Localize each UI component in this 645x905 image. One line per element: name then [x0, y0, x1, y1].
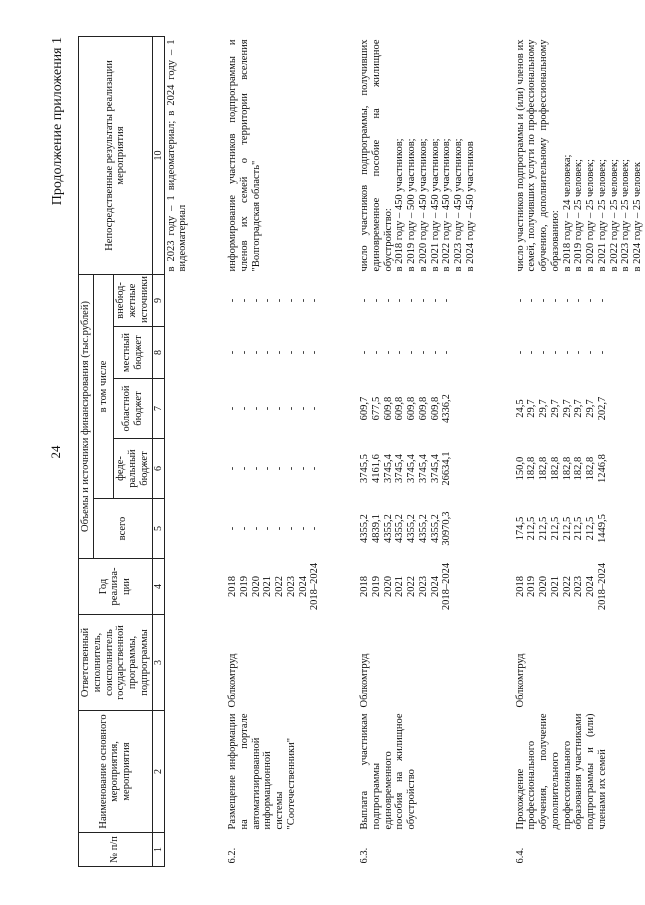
years-value: 2018: [514, 576, 526, 597]
activity-name: Выплата участникам подпрограммы единовременного пособия на жилищное обустройство: [359, 713, 418, 830]
total-column: [358, 499, 478, 559]
reg-column: [358, 379, 478, 439]
result-line: в 2024 году – 25 человек: [632, 161, 644, 272]
col-number: 3: [152, 615, 164, 711]
reg-value: 609,8: [394, 396, 406, 421]
fed-value: 3745,4: [429, 454, 441, 483]
extra-column: [514, 274, 645, 326]
continued-result-text: в 2023 году – 1 видеоматериал; в 2024 году – 1 видеоматериал: [165, 39, 189, 272]
extra-value: -: [274, 298, 286, 303]
result-line: в 2024 году – 450 участников: [464, 141, 476, 272]
fed-value: 182,8: [526, 456, 538, 481]
total-value: 4355,2: [359, 514, 371, 543]
executor: Облкомтруд: [227, 653, 239, 708]
row-number: 6.3.: [359, 847, 371, 864]
reg-value: -: [297, 406, 309, 411]
fed-value: -: [250, 466, 262, 471]
extra-value: -: [406, 298, 418, 303]
fed-value: -: [285, 466, 297, 471]
fed-column: [226, 439, 322, 499]
loc-value: -: [417, 350, 429, 355]
years-column: [514, 559, 645, 615]
years-column: [226, 559, 322, 615]
fed-value: 26634,1: [441, 451, 453, 486]
fed-value: -: [227, 466, 239, 471]
header-finance: Объемы и источники финансирования (тыс.рублей): [79, 274, 94, 558]
table-row: [514, 36, 645, 866]
result-text: [514, 36, 645, 274]
result-line: в 2020 году – 25 человек;: [585, 159, 597, 272]
years-column: [358, 559, 478, 615]
col-number: 5: [152, 499, 164, 559]
total-value: 212,5: [561, 516, 573, 541]
years-value: 2021: [394, 576, 406, 597]
extra-value: -: [573, 298, 585, 303]
extra-column: [358, 274, 478, 326]
total-value: -: [227, 526, 239, 531]
years-value: 2020: [538, 576, 550, 597]
col-number: 2: [152, 711, 164, 833]
continued-result-row: [164, 36, 190, 866]
reg-value: 609,8: [406, 396, 418, 421]
total-value: 30970,3: [441, 511, 453, 546]
loc-value: -: [441, 350, 453, 355]
total-column: [226, 499, 322, 559]
total-value: 4355,2: [382, 514, 394, 543]
total-column: [514, 499, 645, 559]
fed-value: 3745,4: [382, 454, 394, 483]
total-value: 4355,2: [394, 514, 406, 543]
row-number: 6.4.: [514, 847, 526, 864]
total-value: 212,5: [573, 516, 585, 541]
reg-value: 609,8: [429, 396, 441, 421]
fed-value: 4161,6: [370, 454, 382, 483]
loc-column: [358, 327, 478, 379]
program-table: [78, 36, 645, 867]
reg-value: 29,7: [526, 399, 538, 418]
years-value: 2023: [573, 576, 585, 597]
loc-value: -: [382, 350, 394, 355]
loc-value: -: [526, 350, 538, 355]
reg-value: -: [309, 406, 321, 411]
col-number: 9: [152, 274, 164, 326]
reg-value: 609,8: [417, 396, 429, 421]
extra-value: -: [441, 298, 453, 303]
reg-value: -: [262, 406, 274, 411]
loc-value: -: [573, 350, 585, 355]
years-value: 2024: [585, 576, 597, 597]
loc-value: -: [394, 350, 406, 355]
col-number: 1: [152, 833, 164, 867]
fed-value: 3745,4: [417, 454, 429, 483]
extra-value: -: [297, 298, 309, 303]
total-value: -: [238, 526, 250, 531]
reg-value: 677,5: [370, 396, 382, 421]
result-line: в 2021 году – 25 человек;: [596, 159, 608, 272]
reg-value: -: [238, 406, 250, 411]
fed-value: 3745,4: [394, 454, 406, 483]
extra-value: -: [596, 298, 608, 303]
fed-value: 182,8: [561, 456, 573, 481]
rotated-landscape-sheet: [40, 37, 644, 867]
loc-value: -: [585, 350, 597, 355]
years-value: 2018: [227, 576, 239, 597]
extra-value: -: [359, 298, 371, 303]
executor: Облкомтруд: [359, 653, 371, 708]
fed-value: -: [297, 466, 309, 471]
col-number: 7: [152, 379, 164, 439]
result-line: число участников подпрограммы и (или) членов их семей, получивших услуги по профессиональному обучению, дополнительному профессиональному образованию:: [514, 39, 561, 272]
reg-value: 29,7: [549, 399, 561, 418]
loc-column: [226, 327, 322, 379]
total-value: 212,5: [585, 516, 597, 541]
reg-column: [514, 379, 645, 439]
extra-value: -: [238, 298, 250, 303]
years-value: 2018–2024: [309, 562, 321, 611]
header-extra: внебюд-жетные источники: [114, 274, 152, 326]
total-value: 4355,2: [406, 514, 418, 543]
result-line: число участников подпрограммы, получивших единовременное пособие на жилищное обустройство:: [359, 39, 394, 272]
fed-value: -: [262, 466, 274, 471]
result-text: [358, 36, 478, 274]
total-value: 4839,1: [370, 514, 382, 543]
loc-value: -: [538, 350, 550, 355]
loc-value: -: [561, 350, 573, 355]
years-value: 2022: [561, 576, 573, 597]
result-line: в 2021 году – 450 участников;: [429, 138, 441, 272]
activity-name: Размещение информации на портале автоматизированной информационной системы "Соотечественники": [227, 713, 297, 830]
reg-value: 609,8: [382, 396, 394, 421]
reg-value: 4336,2: [441, 394, 453, 423]
extra-value: -: [382, 298, 394, 303]
extra-value: -: [538, 298, 550, 303]
col-number: 10: [152, 36, 164, 274]
header-fed: феде-ральный бюджет: [114, 439, 152, 499]
table-row: [226, 36, 322, 866]
result-line: в 2018 году – 450 участников;: [394, 138, 406, 272]
extra-value: -: [561, 298, 573, 303]
total-value: 212,5: [549, 516, 561, 541]
activity-name: Прохождение профессионального обучения, получение дополнительного профессионального образования участниками подпрограммы и (или) членами их семей: [514, 713, 608, 830]
extra-value: -: [285, 298, 297, 303]
extra-value: -: [514, 298, 526, 303]
reg-value: 609,7: [359, 396, 371, 421]
result-line: в 2018 году – 24 человека;: [561, 154, 573, 272]
reg-value: 29,7: [538, 399, 550, 418]
col-number: 6: [152, 439, 164, 499]
row-number: 6.2.: [227, 847, 239, 864]
reg-value: 24,5: [514, 399, 526, 418]
total-value: 1449,5: [596, 514, 608, 543]
loc-value: -: [262, 350, 274, 355]
extra-value: -: [526, 298, 538, 303]
total-value: -: [309, 526, 321, 531]
years-value: 2018–2024: [441, 562, 453, 611]
loc-value: -: [359, 350, 371, 355]
reg-value: -: [227, 406, 239, 411]
loc-value: -: [549, 350, 561, 355]
fed-value: 182,8: [549, 456, 561, 481]
years-value: 2020: [250, 576, 262, 597]
row-spacer: [190, 36, 226, 866]
col-number: 4: [152, 559, 164, 615]
years-value: 2023: [417, 576, 429, 597]
page-number: 24: [48, 445, 63, 459]
extra-value: -: [370, 298, 382, 303]
total-value: -: [297, 526, 309, 531]
header-name: Наименование основного мероприятия, мероприятия: [79, 711, 153, 833]
extra-value: -: [585, 298, 597, 303]
reg-value: -: [285, 406, 297, 411]
row-spacer: [322, 36, 358, 866]
reg-column: [226, 379, 322, 439]
years-value: 2024: [297, 576, 309, 597]
years-value: 2022: [274, 576, 286, 597]
total-value: -: [285, 526, 297, 531]
years-value: 2024: [429, 576, 441, 597]
extra-value: -: [549, 298, 561, 303]
extra-value: -: [429, 298, 441, 303]
header-total: всего: [93, 499, 152, 559]
total-value: 212,5: [538, 516, 550, 541]
loc-value: -: [596, 350, 608, 355]
extra-value: -: [262, 298, 274, 303]
fed-value: -: [238, 466, 250, 471]
header-result: Непосредственные результаты реализации мероприятия: [79, 36, 153, 274]
result-line: в 2023 году – 450 участников;: [453, 138, 465, 272]
reg-value: 202,7: [596, 396, 608, 421]
col-number: 8: [152, 327, 164, 379]
years-value: 2019: [238, 576, 250, 597]
continuation-label: Продолжение приложения 1: [50, 37, 65, 206]
reg-value: -: [250, 406, 262, 411]
result-line: в 2022 году – 450 участников;: [441, 138, 453, 272]
loc-value: -: [370, 350, 382, 355]
extra-value: -: [227, 298, 239, 303]
header-incl: в том числе: [93, 274, 114, 498]
extra-value: -: [309, 298, 321, 303]
years-value: 2018–2024: [596, 562, 608, 611]
header-num: № п/п: [79, 833, 153, 867]
header-year: Год реализа-ции: [79, 559, 153, 615]
header-reg: областной бюджет: [114, 379, 152, 439]
fed-column: [358, 439, 478, 499]
result-line: в 2019 году – 25 человек;: [573, 159, 585, 272]
result-line: в 2022 году – 25 человек;: [608, 159, 620, 272]
table-row: [358, 36, 478, 866]
fed-value: -: [274, 466, 286, 471]
loc-value: -: [514, 350, 526, 355]
fed-value: 1246,8: [596, 454, 608, 483]
years-value: 2021: [262, 576, 274, 597]
extra-value: -: [417, 298, 429, 303]
total-value: 4355,2: [417, 514, 429, 543]
total-value: 174,5: [514, 516, 526, 541]
extra-value: -: [394, 298, 406, 303]
loc-value: -: [429, 350, 441, 355]
fed-column: [514, 439, 645, 499]
loc-value: -: [250, 350, 262, 355]
extra-column: [226, 274, 322, 326]
row-spacer: [478, 36, 514, 866]
fed-value: 182,8: [538, 456, 550, 481]
reg-value: 29,7: [561, 399, 573, 418]
reg-value: -: [274, 406, 286, 411]
fed-value: 3745,4: [406, 454, 418, 483]
loc-value: -: [309, 350, 321, 355]
total-value: 4355,2: [429, 514, 441, 543]
result-line: в 2020 году – 450 участников;: [417, 138, 429, 272]
years-value: 2021: [549, 576, 561, 597]
total-value: -: [262, 526, 274, 531]
header-executor: Ответственный исполнитель, соисполнитель государственной программы, подпрограммы: [79, 615, 153, 711]
extra-value: -: [250, 298, 262, 303]
years-value: 2018: [359, 576, 371, 597]
loc-value: -: [274, 350, 286, 355]
loc-value: -: [406, 350, 418, 355]
fed-value: 182,8: [573, 456, 585, 481]
loc-column: [514, 327, 645, 379]
total-value: -: [250, 526, 262, 531]
years-value: 2019: [370, 576, 382, 597]
header-loc: местный бюджет: [114, 327, 152, 379]
years-value: 2022: [406, 576, 418, 597]
total-value: 212,5: [526, 516, 538, 541]
loc-value: -: [238, 350, 250, 355]
reg-value: 29,7: [573, 399, 585, 418]
loc-value: -: [227, 350, 239, 355]
years-value: 2019: [526, 576, 538, 597]
result-text: информирование участников подпрограммы и членов их семей о территории вселения "Волгоградская область": [227, 39, 262, 272]
total-value: -: [274, 526, 286, 531]
years-value: 2020: [382, 576, 394, 597]
loc-value: -: [285, 350, 297, 355]
fed-value: 182,8: [585, 456, 597, 481]
years-value: 2023: [285, 576, 297, 597]
result-line: в 2019 году – 500 участников;: [406, 138, 418, 272]
loc-value: -: [297, 350, 309, 355]
fed-value: 3745,5: [359, 454, 371, 483]
fed-value: -: [309, 466, 321, 471]
result-line: в 2023 году – 25 человек;: [620, 159, 632, 272]
executor: Облкомтруд: [514, 653, 526, 708]
reg-value: 29,7: [585, 399, 597, 418]
fed-value: 150,0: [514, 456, 526, 481]
